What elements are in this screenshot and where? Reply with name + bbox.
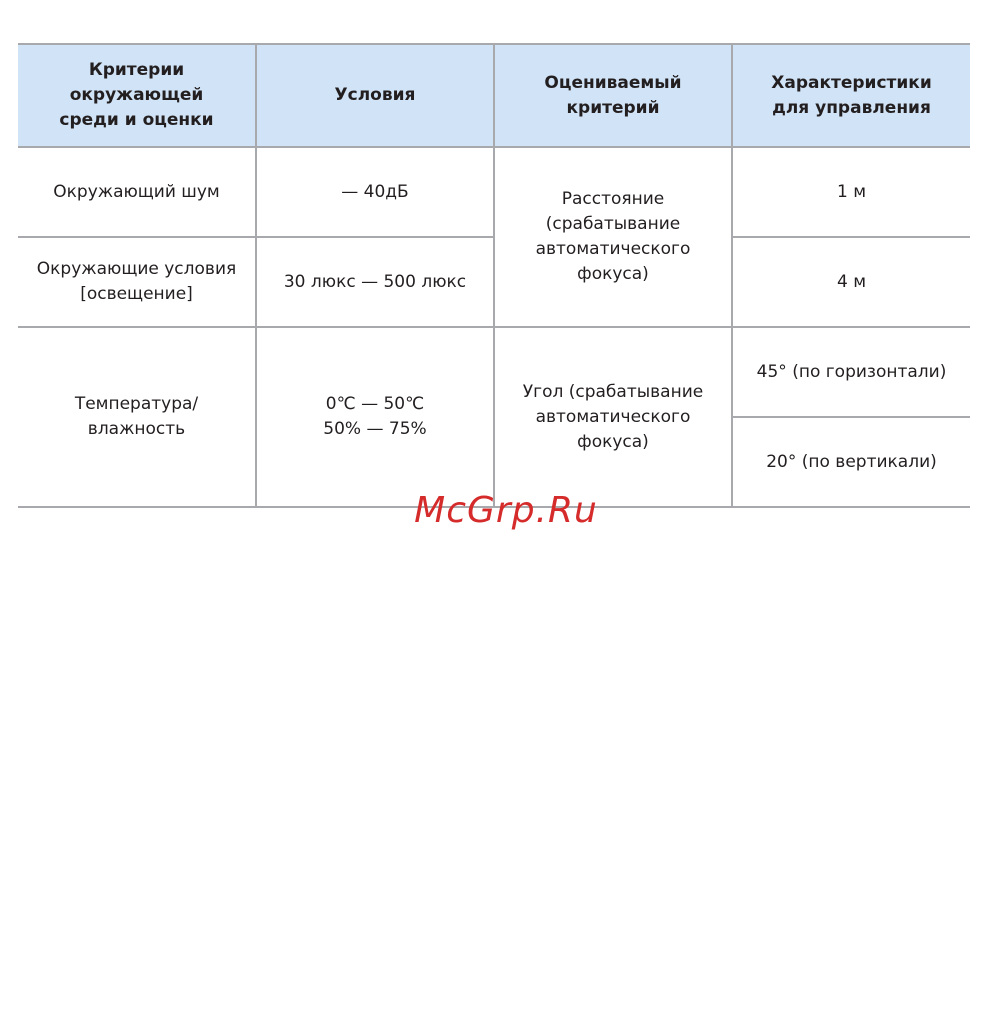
table-row bbox=[18, 147, 970, 237]
cell-noise-criterion: Окружающий шум bbox=[18, 147, 256, 237]
watermark-text: McGrp.Ru bbox=[414, 490, 598, 531]
specification-table bbox=[18, 43, 970, 508]
cell-temp-condition: 0℃ — 50℃ 50% — 75% bbox=[256, 327, 494, 507]
cell-angle-horizontal: 45° (по горизонтали) bbox=[732, 327, 970, 417]
table-header-row bbox=[18, 44, 970, 147]
table-row bbox=[18, 327, 970, 417]
cell-light-criterion: Окружающие условия [освещение] bbox=[18, 237, 256, 327]
header-characteristics: Характеристики для управления bbox=[732, 44, 970, 147]
cell-angle-vertical: 20° (по вертикали) bbox=[732, 417, 970, 507]
header-conditions: Условия bbox=[256, 44, 494, 147]
cell-noise-condition: — 40дБ bbox=[256, 147, 494, 237]
cell-light-condition: 30 люкс — 500 люкс bbox=[256, 237, 494, 327]
header-criteria: Критерии окружающей среди и оценки bbox=[18, 44, 256, 147]
cell-angle-evaluated: Угол (срабатывание автоматического фокуса) bbox=[494, 327, 732, 507]
cell-temp-criterion: Температура/ влажность bbox=[18, 327, 256, 507]
cell-light-value: 4 м bbox=[732, 237, 970, 327]
cell-noise-value: 1 м bbox=[732, 147, 970, 237]
cell-distance-evaluated: Расстояние (срабатывание автоматического фокуса) bbox=[494, 147, 732, 327]
header-evaluated-criterion: Оцениваемый критерий bbox=[494, 44, 732, 147]
